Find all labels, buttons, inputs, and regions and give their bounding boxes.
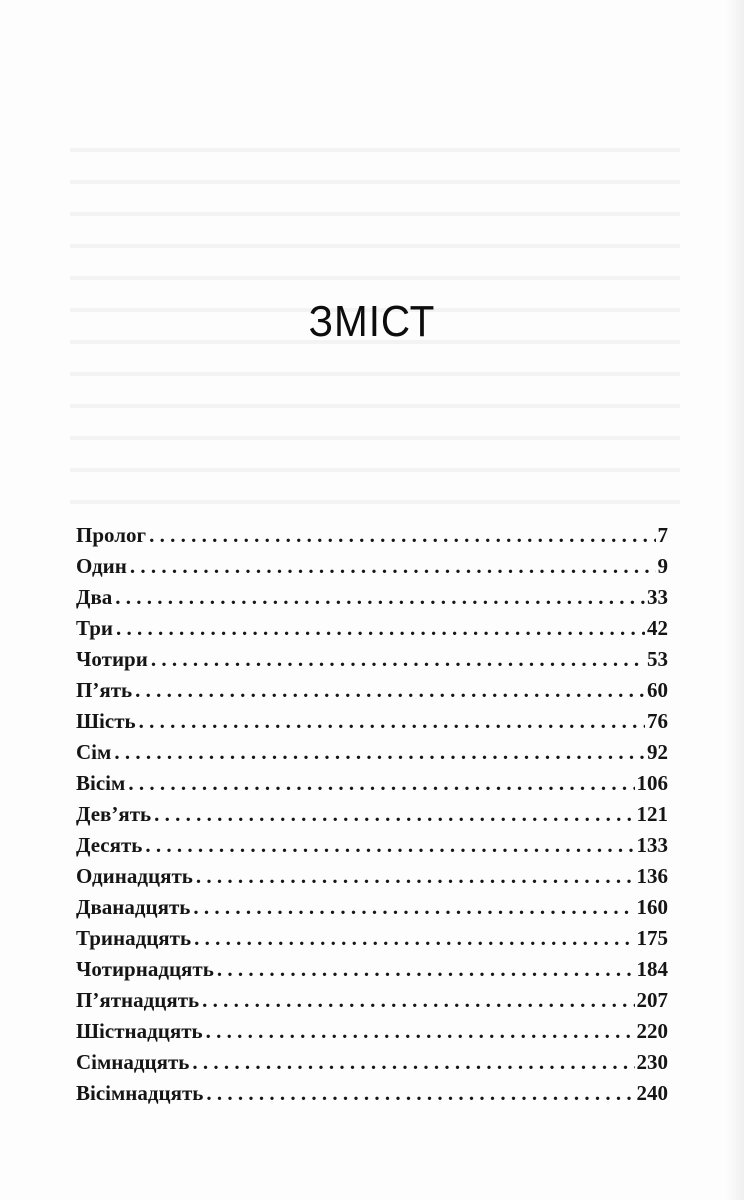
toc-entry-17[interactable] xyxy=(76,1047,668,1078)
toc-dot-leader xyxy=(145,830,634,861)
toc-entry-label: П’ять xyxy=(76,678,133,702)
toc-entry-label: Дев’ять xyxy=(76,802,152,826)
toc-entry-label: Десять xyxy=(76,833,143,857)
toc-entry-1[interactable] xyxy=(76,551,668,582)
toc-page-number: 240 xyxy=(636,1081,668,1105)
toc-page-number: 133 xyxy=(636,833,668,857)
toc-page-number: 92 xyxy=(647,740,668,764)
toc-entry-9[interactable] xyxy=(76,799,668,830)
toc-entry-prolog[interactable] xyxy=(76,520,668,551)
toc-dot-leader xyxy=(130,551,656,582)
toc-entry-2[interactable] xyxy=(76,582,668,613)
toc-entry-11[interactable] xyxy=(76,861,668,892)
toc-entry-16[interactable] xyxy=(76,1016,668,1047)
toc-page-number: 60 xyxy=(647,678,668,702)
toc-entry-13[interactable] xyxy=(76,923,668,954)
toc-page-number: 136 xyxy=(636,864,668,888)
toc-entry-3[interactable] xyxy=(76,613,668,644)
toc-page-number: 175 xyxy=(636,926,668,950)
toc-entry-label: Дванадцять xyxy=(76,895,191,919)
toc-entry-label: Одинадцять xyxy=(76,864,193,888)
toc-dot-leader xyxy=(192,1047,634,1078)
toc-page-number: 42 xyxy=(647,616,668,640)
toc-dot-leader xyxy=(114,737,645,768)
toc-entry-5[interactable] xyxy=(76,675,668,706)
toc-page-number: 160 xyxy=(636,895,668,919)
toc-dot-leader xyxy=(116,613,645,644)
toc-entry-label: Вісім xyxy=(76,771,126,795)
toc-page-number: 121 xyxy=(636,802,668,826)
toc-entry-label: Шість xyxy=(76,709,136,733)
toc-page-number: 76 xyxy=(647,709,668,733)
toc-entry-label: Вісімнадцять xyxy=(76,1081,204,1105)
toc-page-number: 33 xyxy=(647,585,668,609)
toc-entry-15[interactable] xyxy=(76,985,668,1016)
toc-entry-18[interactable] xyxy=(76,1078,668,1109)
toc-entry-label: Пролог xyxy=(76,523,147,547)
toc-dot-leader xyxy=(151,644,645,675)
toc-page-number: 230 xyxy=(636,1050,668,1074)
toc-page-number: 7 xyxy=(657,523,668,547)
toc-dot-leader xyxy=(149,520,655,551)
toc-entry-label: Два xyxy=(76,585,113,609)
toc-page-number: 184 xyxy=(636,957,668,981)
toc-page-number: 220 xyxy=(636,1019,668,1043)
toc-page-number: 106 xyxy=(636,771,668,795)
toc-entry-12[interactable] xyxy=(76,892,668,923)
page-edge-shadow xyxy=(726,0,744,1200)
toc-dot-leader xyxy=(139,706,645,737)
toc-dot-leader xyxy=(202,985,634,1016)
table-of-contents xyxy=(76,520,668,1109)
toc-entry-label: Сім xyxy=(76,740,112,764)
toc-entry-4[interactable] xyxy=(76,644,668,675)
toc-entry-label: Сімнадцять xyxy=(76,1050,190,1074)
toc-entry-10[interactable] xyxy=(76,830,668,861)
toc-entry-label: Чотири xyxy=(76,647,148,671)
toc-dot-leader xyxy=(135,675,645,706)
toc-page-number: 9 xyxy=(657,554,668,578)
toc-dot-leader xyxy=(217,954,635,985)
toc-dot-leader xyxy=(196,861,635,892)
toc-dot-leader xyxy=(206,1078,634,1109)
toc-entry-14[interactable] xyxy=(76,954,668,985)
toc-dot-leader xyxy=(206,1016,635,1047)
toc-page-number: 53 xyxy=(647,647,668,671)
toc-entry-label: П’ятнадцять xyxy=(76,988,200,1012)
toc-entry-6[interactable] xyxy=(76,706,668,737)
toc-entry-label: Три xyxy=(76,616,113,640)
page-title: ЗМІСТ xyxy=(308,297,436,347)
toc-page-number: 207 xyxy=(636,988,668,1012)
toc-dot-leader xyxy=(193,892,634,923)
toc-entry-7[interactable] xyxy=(76,737,668,768)
toc-dot-leader xyxy=(115,582,645,613)
toc-entry-label: Тринадцять xyxy=(76,926,192,950)
toc-entry-label: Один xyxy=(76,554,127,578)
toc-dot-leader xyxy=(154,799,634,830)
toc-entry-label: Чотирнадцять xyxy=(76,957,214,981)
toc-entry-label: Шістнадцять xyxy=(76,1019,203,1043)
toc-dot-leader xyxy=(194,923,634,954)
toc-entry-8[interactable] xyxy=(76,768,668,799)
toc-dot-leader xyxy=(128,768,634,799)
